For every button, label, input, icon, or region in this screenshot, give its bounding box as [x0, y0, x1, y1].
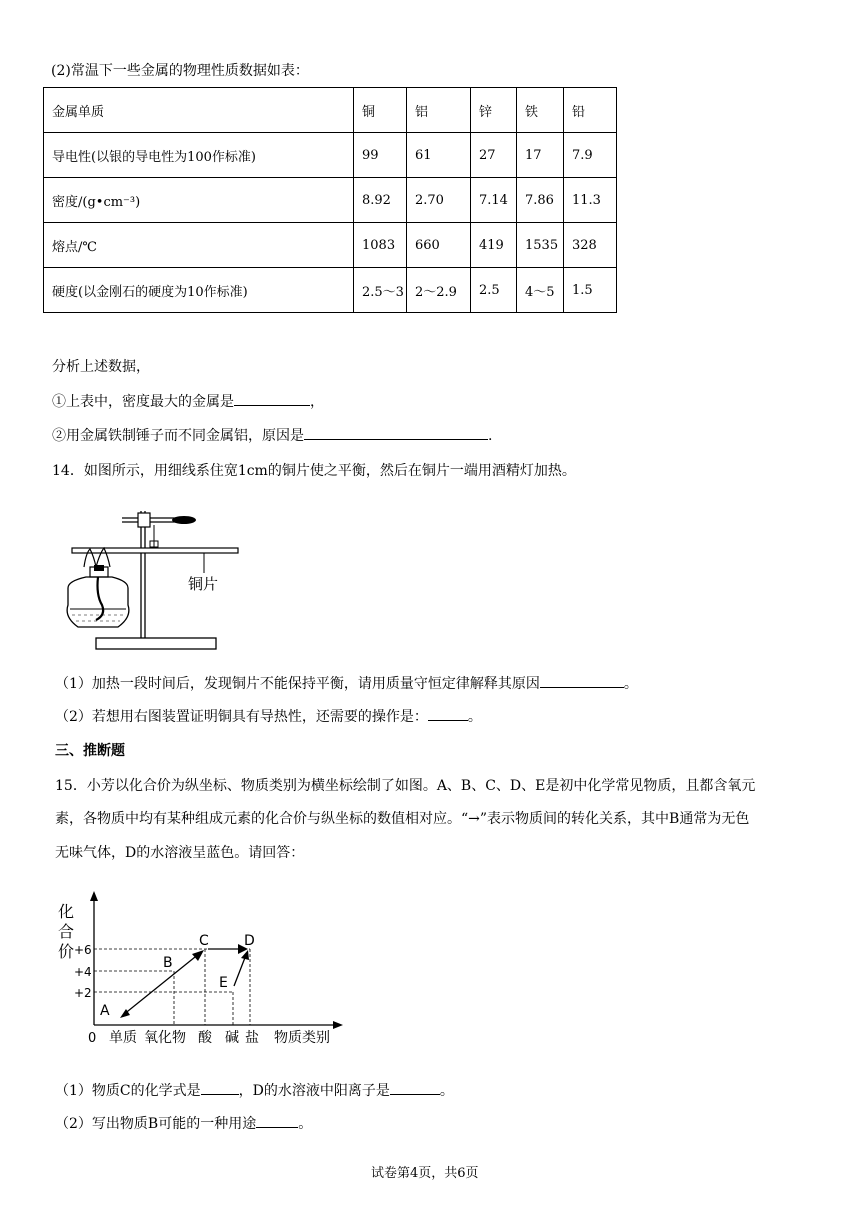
table-cell: 熔点/℃ — [44, 223, 354, 268]
point-label-a: A — [100, 1003, 110, 1019]
table-cell: 7.86 — [517, 178, 564, 223]
table-header-cell: 铜 — [354, 88, 407, 133]
table-cell: 419 — [471, 223, 517, 268]
q14-sub2-end: 。 — [467, 709, 482, 725]
table-cell: 密度/(g•cm⁻³) — [44, 178, 354, 223]
table-cell: 17 — [517, 133, 564, 178]
table-cell: 2.5 — [471, 268, 517, 313]
table-cell: 7.14 — [471, 178, 517, 223]
q14-sub1-text: （1）加热一段时间后，发现铜片不能保持平衡，请用质量守恒定律解释其原因 — [55, 676, 540, 692]
table-header-cell: 锌 — [471, 88, 517, 133]
table-cell: 导电性(以银的导电性为100作标准) — [44, 133, 354, 178]
table-cell: 328 — [564, 223, 617, 268]
table-cell: 8.92 — [354, 178, 407, 223]
answer-blank[interactable] — [304, 425, 488, 440]
point-label-b: B — [163, 955, 173, 971]
q15-sub2-end: 。 — [298, 1116, 313, 1132]
table-row — [44, 178, 617, 223]
point-label-e: E — [219, 975, 228, 991]
table-header-cell: 铝 — [407, 88, 471, 133]
valence-diagram — [52, 887, 352, 1047]
question-15-sub-2 — [55, 1113, 312, 1133]
y-tick-label: +6 — [74, 943, 92, 957]
question-14: 14．如图所示，用细线系住宽1cm的铜片使之平衡，然后在铜片一端用酒精灯加热。 — [52, 463, 576, 479]
analysis-q2-end: . — [488, 428, 493, 444]
table-cell: 2.5～3 — [354, 268, 407, 313]
table-row — [44, 133, 617, 178]
table-cell: 11.3 — [564, 178, 617, 223]
question-15-sub-1 — [55, 1080, 454, 1100]
q15-sub1-text-a: （1）物质C的化学式是 — [55, 1083, 201, 1099]
section-title: 三、推断题 — [55, 743, 125, 759]
q14-sub1-end: 。 — [623, 676, 638, 692]
table-header-row — [44, 88, 617, 133]
q14-sub2-text: （2）若想用右图装置证明铜具有导热性，还需要的操作是： — [55, 709, 428, 725]
answer-blank[interactable] — [201, 1080, 239, 1095]
q15-sub1-text-b: ，D的水溶液中阳离子是 — [238, 1083, 390, 1099]
question-15-line-3: 无味气体，D的水溶液呈蓝色。请回答： — [55, 845, 305, 861]
table-row — [44, 223, 617, 268]
answer-blank[interactable] — [390, 1080, 440, 1095]
question-15-line-1: 15．小芳以化合价为纵坐标、物质类别为横坐标绘制了如图。A、B、C、D、E是初中化学常见物质，且都含氧元 — [55, 778, 756, 794]
answer-blank[interactable] — [234, 391, 310, 406]
alcohol-lamp-apparatus-figure — [56, 505, 256, 661]
analysis-q1-end: ， — [310, 394, 324, 410]
table-cell: 1.5 — [564, 268, 617, 313]
table-cell: 4～5 — [517, 268, 564, 313]
y-axis-label-char: 合 — [58, 922, 75, 941]
x-category-label: 单质 — [109, 1030, 137, 1046]
table-cell: 2～2.9 — [407, 268, 471, 313]
x-origin-label: 0 — [88, 1031, 97, 1046]
analysis-q1-text: ①上表中，密度最大的金属是 — [52, 394, 234, 410]
table-cell: 99 — [354, 133, 407, 178]
table-header-cell: 金属单质 — [44, 88, 354, 133]
question-14-sub-2 — [55, 706, 482, 726]
table-header-cell: 铁 — [517, 88, 564, 133]
analysis-intro: 分析上述数据， — [52, 359, 150, 375]
analysis-q2-text: ②用金属铁制锤子而不同金属铝，原因是 — [52, 428, 304, 444]
question-14-sub-1 — [55, 673, 638, 693]
x-category-label: 氧化物 — [144, 1030, 186, 1046]
point-label-d: D — [244, 933, 255, 949]
table-cell: 2.70 — [407, 178, 471, 223]
point-label-c: C — [199, 933, 209, 949]
answer-blank[interactable] — [540, 673, 624, 688]
table-cell: 硬度(以金刚石的硬度为10作标准) — [44, 268, 354, 313]
copper-strip-label: 铜片 — [188, 575, 219, 593]
q15-sub2-text: （2）写出物质B可能的一种用途 — [55, 1116, 257, 1132]
x-category-label: 酸 — [198, 1030, 212, 1046]
x-category-label: 碱 — [225, 1030, 239, 1046]
analysis-question-2 — [52, 425, 492, 445]
page-footer: 试卷第4页，共6页 — [371, 1166, 479, 1181]
table-row — [44, 268, 617, 313]
question-15-line-2: 素，各物质中均有某种组成元素的化合价与纵坐标的数值相对应。“→”表示物质间的转化关系，其中B通常为无色 — [55, 811, 750, 827]
table-cell: 1535 — [517, 223, 564, 268]
metal-properties-table — [43, 87, 617, 313]
question-intro: (2)常温下一些金属的物理性质数据如表： — [51, 63, 309, 79]
table-cell: 27 — [471, 133, 517, 178]
table-cell: 1083 — [354, 223, 407, 268]
table-cell: 660 — [407, 223, 471, 268]
x-category-label: 盐 — [245, 1030, 259, 1046]
y-tick-label: +2 — [74, 986, 92, 1000]
table-cell: 7.9 — [564, 133, 617, 178]
q15-sub1-end: 。 — [439, 1083, 454, 1099]
table-header-cell: 铅 — [564, 88, 617, 133]
answer-blank[interactable] — [428, 706, 468, 721]
table-cell: 61 — [407, 133, 471, 178]
y-tick-label: +4 — [74, 965, 92, 979]
analysis-question-1 — [52, 391, 324, 411]
x-axis-label: 物质类别 — [274, 1030, 330, 1046]
y-axis-label-char: 价 — [58, 942, 75, 961]
answer-blank[interactable] — [256, 1113, 298, 1128]
y-axis-label-char: 化 — [58, 902, 75, 921]
